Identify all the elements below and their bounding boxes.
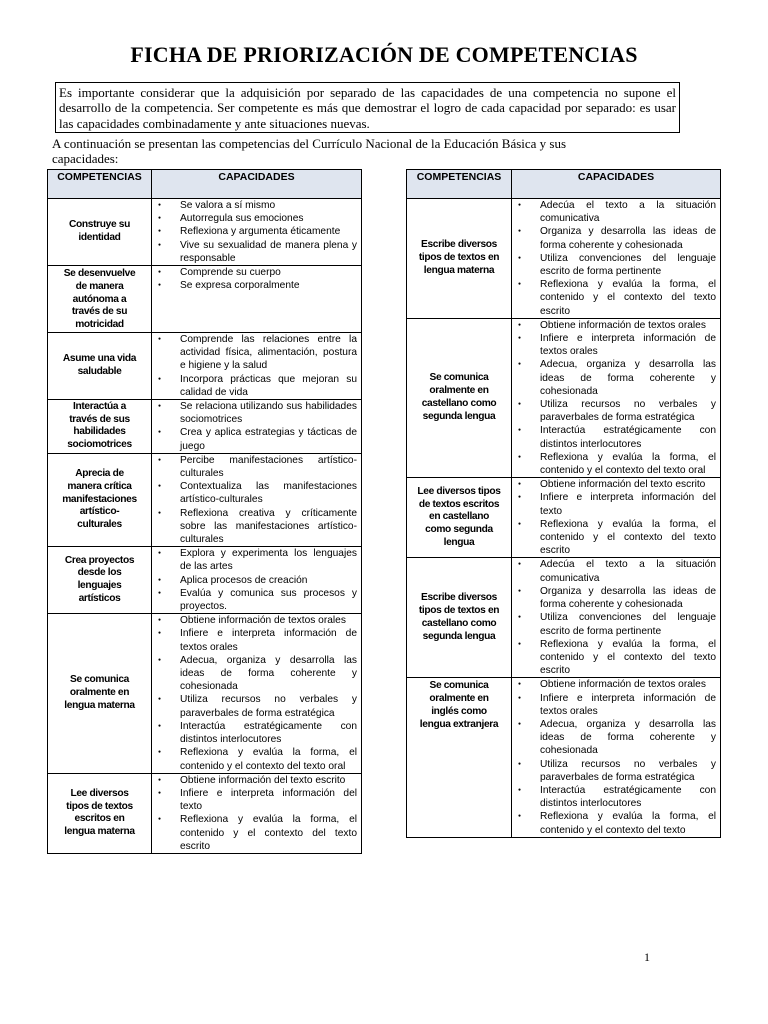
capacidad-item: ● Obtiene información de textos orales xyxy=(540,319,716,332)
competencia-row xyxy=(407,478,721,558)
competencia-row xyxy=(48,453,362,546)
table-header-row xyxy=(48,170,362,199)
capacidad-item: ● Reflexiona y evalúa la forma, el contenido y el contexto del texto xyxy=(540,810,716,836)
capacidades-cell xyxy=(512,478,721,558)
capacidades-cell xyxy=(152,547,362,614)
capacidad-item: ● Interactúa estratégicamente con distintos interlocutores xyxy=(180,720,357,746)
page-number: 1 xyxy=(644,950,650,964)
capacidades-cell xyxy=(512,558,721,678)
competencias-table-left xyxy=(47,169,362,854)
capacidad-item: ● Comprende su cuerpo xyxy=(180,266,357,279)
capacidad-item: ● Reflexiona y evalúa la forma, el contenido y el contexto del texto escrito xyxy=(540,518,716,558)
capacidad-item: ● Adecúa el texto a la situación comunicativa xyxy=(540,558,716,584)
header-capacidades: CAPACIDADES xyxy=(512,170,721,199)
capacidad-item: ● Percibe manifestaciones artístico-culturales xyxy=(180,454,357,480)
capacidad-item: ● Vive su sexualidad de manera plena y responsable xyxy=(180,239,357,265)
capacidad-item: ● Reflexiona y evalúa la forma, el contenido y el contexto del texto oral xyxy=(180,746,357,772)
capacidad-item: ● Utiliza recursos no verbales y paraverbales de forma estratégica xyxy=(540,398,716,424)
competencia-name: Escribe diversos tipos de textos en lengua materna xyxy=(407,199,512,319)
capacidad-item: ● Utiliza recursos no verbales y paraverbales de forma estratégica xyxy=(180,693,357,719)
capacidad-item: ● Utiliza convenciones del lenguaje escrito de forma pertinente xyxy=(540,611,716,637)
capacidad-item: ● Infiere e interpreta información del texto xyxy=(180,787,357,813)
capacidades-cell xyxy=(152,266,362,333)
competencia-row xyxy=(48,547,362,614)
capacidades-cell xyxy=(152,773,362,853)
capacidad-item: ● Se expresa corporalmente xyxy=(180,279,357,292)
competencia-row xyxy=(407,558,721,678)
capacidad-item: ● Se valora a sí mismo xyxy=(180,199,357,212)
capacidad-item: ● Explora y experimenta los lenguajes de las artes xyxy=(180,547,357,573)
capacidad-item: ● Utiliza convenciones del lenguaje escrito de forma pertinente xyxy=(540,252,716,278)
capacidad-item: ● Obtiene información del texto escrito xyxy=(180,774,357,787)
capacidades-cell xyxy=(152,453,362,546)
capacidad-item: ● Infiere e interpreta información de textos orales xyxy=(540,332,716,358)
capacidad-item: ● Utiliza recursos no verbales y paraverbales de forma estratégica xyxy=(540,758,716,784)
competencia-name: Crea proyectos desde los lenguajes artísticos xyxy=(48,547,152,614)
header-competencias: COMPETENCIAS xyxy=(48,170,152,199)
header-capacidades: CAPACIDADES xyxy=(152,170,362,199)
capacidad-item: ● Infiere e interpreta información de textos orales xyxy=(540,692,716,718)
capacidad-item: ● Reflexiona y evalúa la forma, el contenido y el contexto del texto oral xyxy=(540,451,716,477)
capacidad-item: ● Reflexiona y argumenta éticamente xyxy=(180,225,357,238)
capacidades-cell xyxy=(512,318,721,477)
capacidad-item: ● Comprende las relaciones entre la actividad física, alimentación, postura e higiene y la salud xyxy=(180,333,357,373)
competencia-row xyxy=(48,333,362,400)
capacidad-item: ● Se relaciona utilizando sus habilidades sociomotrices xyxy=(180,400,357,426)
competencia-name: Interactúa a través de sus habilidades sociomotrices xyxy=(48,400,152,454)
competencia-row xyxy=(407,318,721,477)
competencia-row xyxy=(48,266,362,333)
competencia-name: Asume una vida saludable xyxy=(48,333,152,400)
lead-paragraph: A continuación se presentan las competencias del Currículo Nacional de la Educación Básica y sus capacidades: xyxy=(52,136,567,166)
competencia-name: Se comunica oralmente en inglés como lengua extranjera xyxy=(407,678,512,837)
capacidad-item: ● Organiza y desarrolla las ideas de forma coherente y cohesionada xyxy=(540,585,716,611)
capacidad-item: ● Obtiene información del texto escrito xyxy=(540,478,716,491)
capacidad-item: ● Interactúa estratégicamente con distintos interlocutores xyxy=(540,424,716,450)
capacidad-item: ● Reflexiona creativa y críticamente sobre las manifestaciones artístico-culturales xyxy=(180,507,357,547)
capacidad-item: ● Autorregula sus emociones xyxy=(180,212,357,225)
competencia-name: Construye su identidad xyxy=(48,199,152,266)
capacidad-item: ● Reflexiona y evalúa la forma, el contenido y el contexto del texto escrito xyxy=(180,813,357,853)
competencia-name: Se comunica oralmente en castellano como segunda lengua xyxy=(407,318,512,477)
capacidades-cell xyxy=(512,678,721,837)
capacidad-item: ● Contextualiza las manifestaciones artístico-culturales xyxy=(180,480,357,506)
competencia-row xyxy=(48,614,362,773)
capacidad-item: ● Adecua, organiza y desarrolla las ideas de forma coherente y cohesionada xyxy=(180,654,357,694)
competencia-row xyxy=(48,199,362,266)
capacidad-item: ● Incorpora prácticas que mejoran su calidad de vida xyxy=(180,373,357,399)
competencia-name: Se desenvuelve de manera autónoma a través de su motricidad xyxy=(48,266,152,333)
competencia-name: Se comunica oralmente en lengua materna xyxy=(48,614,152,773)
capacidad-item: ● Crea y aplica estrategias y tácticas de juego xyxy=(180,426,357,452)
capacidad-item: ● Reflexiona y evalúa la forma, el contenido y el contexto del texto escrito xyxy=(540,638,716,678)
capacidad-item: ● Infiere e interpreta información del texto xyxy=(540,491,716,517)
capacidades-cell xyxy=(512,199,721,319)
competencia-row xyxy=(407,199,721,319)
capacidades-cell xyxy=(152,333,362,400)
capacidad-item: ● Obtiene información de textos orales xyxy=(180,614,357,627)
competencia-row xyxy=(48,400,362,454)
capacidad-item: ● Adecua, organiza y desarrolla las ideas de forma coherente y cohesionada xyxy=(540,718,716,758)
capacidades-cell xyxy=(152,199,362,266)
capacidad-item: ● Interactúa estratégicamente con distintos interlocutores xyxy=(540,784,716,810)
document-title: FICHA DE PRIORIZACIÓN DE COMPETENCIAS xyxy=(130,42,638,67)
table-header-row xyxy=(407,170,721,199)
competencia-name: Escribe diversos tipos de textos en castellano como segunda lengua xyxy=(407,558,512,678)
intro-box: Es importante considerar que la adquisición por separado de las capacidades de una competencia no supone el desarrollo de la competencia. Ser competente es más que demostrar el logro de cada capacidad por separado: es usar las capacidades combinadamente y ante situaciones nuevas. xyxy=(55,82,680,133)
header-competencias: COMPETENCIAS xyxy=(407,170,512,199)
capacidad-item: ● Adecúa el texto a la situación comunicativa xyxy=(540,199,716,225)
competencia-name: Lee diversos tipos de textos escritos en castellano como segunda lengua xyxy=(407,478,512,558)
competencia-row xyxy=(407,678,721,837)
competencia-row xyxy=(48,773,362,853)
capacidades-cell xyxy=(152,400,362,454)
capacidad-item: ● Reflexiona y evalúa la forma, el contenido y el contexto del texto escrito xyxy=(540,278,716,318)
capacidad-item: ● Organiza y desarrolla las ideas de forma coherente y cohesionada xyxy=(540,225,716,251)
competencia-name: Aprecia de manera crítica manifestaciones artístico-culturales xyxy=(48,453,152,546)
capacidad-item: ● Evalúa y comunica sus procesos y proyectos. xyxy=(180,587,357,613)
capacidad-item: ● Aplica procesos de creación xyxy=(180,574,357,587)
capacidades-cell xyxy=(152,614,362,773)
capacidad-item: ● Obtiene información de textos orales xyxy=(540,678,716,691)
competencia-name: Lee diversos tipos de textos escritos en lengua materna xyxy=(48,773,152,853)
capacidad-item: ● Adecua, organiza y desarrolla las ideas de forma coherente y cohesionada xyxy=(540,358,716,398)
competencias-table-right xyxy=(406,169,721,838)
capacidad-item: ● Infiere e interpreta información de textos orales xyxy=(180,627,357,653)
